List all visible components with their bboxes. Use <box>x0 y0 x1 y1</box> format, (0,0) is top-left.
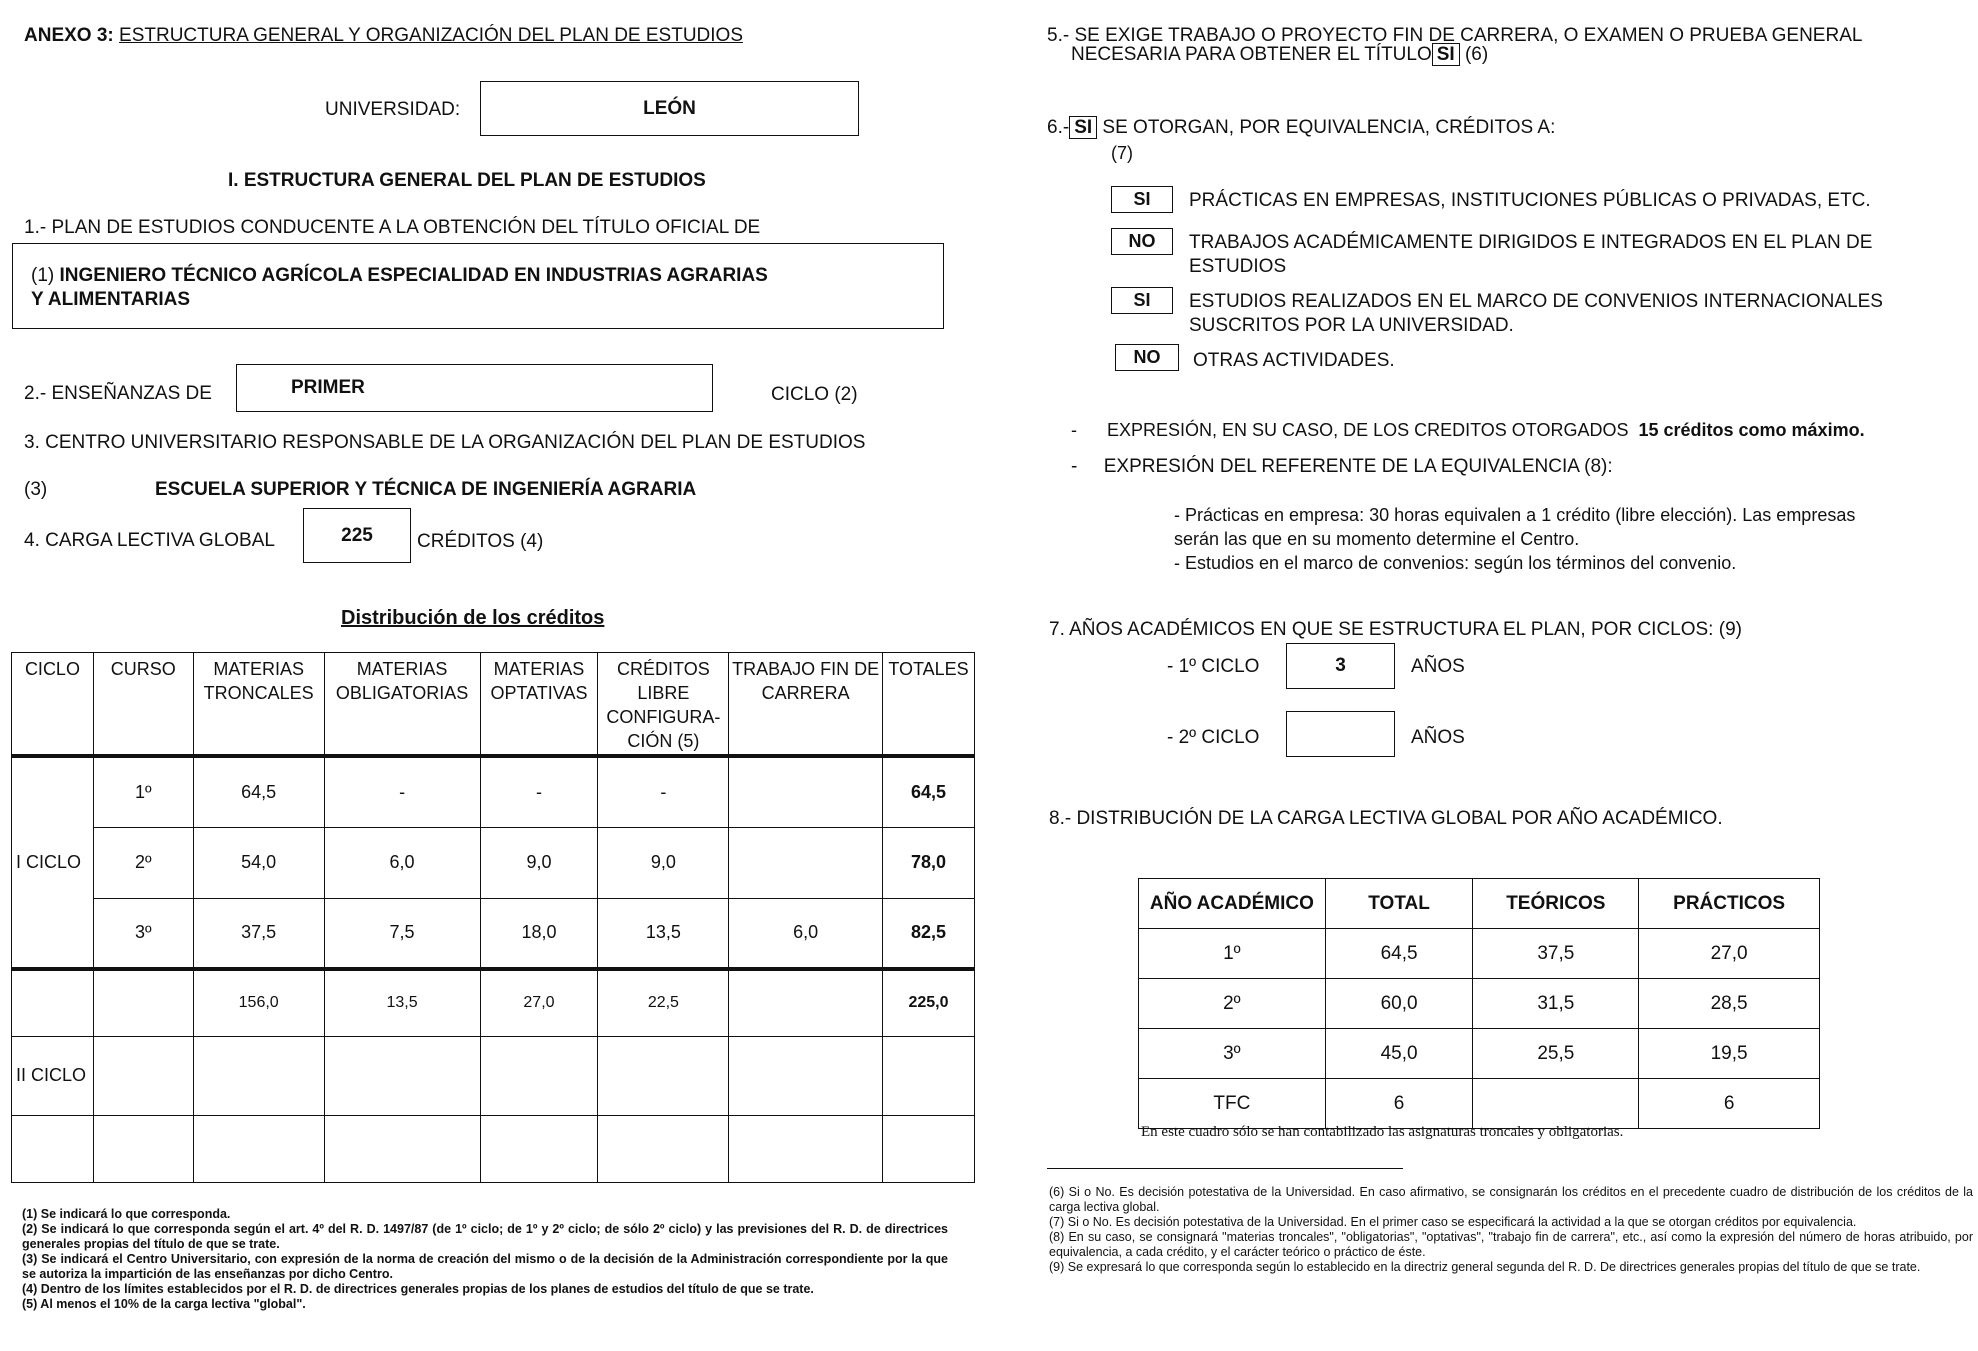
load-cell: 37,5 <box>1473 929 1639 979</box>
option-value: SI <box>1111 287 1173 314</box>
q5-suffix: (6) <box>1464 44 1489 65</box>
dist-cell: 1º <box>93 756 193 827</box>
q2-label: 2.- ENSEÑANZAS DE <box>24 383 212 404</box>
table-row <box>1139 929 1820 979</box>
dist-cycle-2: II CICLO <box>12 1036 94 1115</box>
dist-cell <box>93 969 193 1036</box>
dist-cell: 13,5 <box>598 898 729 969</box>
dist-header: TOTALES <box>883 653 975 757</box>
expr2-line: - Prácticas en empresa: 30 horas equivalen a 1 crédito (libre elección). Las empresas <box>1174 505 1856 525</box>
dist-cell: 7,5 <box>324 898 480 969</box>
dist-cell <box>883 1036 975 1115</box>
q2-field <box>236 364 713 412</box>
dist-cell: - <box>480 756 598 827</box>
footnote: (8) En su caso, se consignará "materias troncales", "obligatorias", "optativas", "trabajo fin de carrera", etc., así como la expresión del número de horas atribuido, por equivalencia, a cada crédito, y el carácter teórico o práctico de éste. <box>1049 1230 1973 1259</box>
dist-cell: 6,0 <box>729 898 883 969</box>
load-header-row <box>1139 879 1820 929</box>
load-cell: 45,0 <box>1325 1029 1473 1079</box>
q4-value: 225 <box>341 524 373 546</box>
dist-cell <box>480 1036 598 1115</box>
dist-cell <box>93 1036 193 1115</box>
dist-cell: 3º <box>93 898 193 969</box>
annex-heading <box>24 25 743 47</box>
q4-field <box>303 508 411 563</box>
q4-label: 4. CARGA LECTIVA GLOBAL <box>24 530 275 551</box>
footnote: (5) Al menos el 10% de la carga lectiva "global". <box>22 1297 306 1311</box>
table-row <box>12 898 975 969</box>
expr1-label: EXPRESIÓN, EN SU CASO, DE LOS CREDITOS OTORGADOS <box>1107 420 1629 440</box>
dist-cell: 9,0 <box>598 827 729 898</box>
dist-cell: - <box>324 756 480 827</box>
footnote: (6) Si o No. Es decisión potestativa de la Universidad. En caso afirmativo, se consignarán los créditos en el precedente cuadro de distribución de los créditos de la carga lectiva global. <box>1049 1185 1973 1214</box>
q2-value: PRIMER <box>291 377 365 398</box>
q4-suffix: CRÉDITOS (4) <box>417 531 544 552</box>
footnote: (9) Se expresará lo que corresponda según lo establecido en la directriz general segunda del R. D. De directrices generales propias del título de que se trate. <box>1049 1260 1921 1274</box>
table-row <box>12 756 975 827</box>
load-header: PRÁCTICOS <box>1639 879 1820 929</box>
q7-c1-value: 3 <box>1335 655 1346 676</box>
q7-c1-field <box>1286 643 1395 689</box>
dist-cell: 64,5 <box>193 756 324 827</box>
dist-cell <box>729 827 883 898</box>
table-row <box>12 1115 975 1182</box>
load-cell: 6 <box>1639 1079 1820 1129</box>
q7-c2-field <box>1286 711 1395 757</box>
expr2: - EXPRESIÓN DEL REFERENTE DE LA EQUIVALENCIA (8): <box>1071 456 1613 477</box>
expr1: - EXPRESIÓN, EN SU CASO, DE LOS CREDITOS OTORGADOS 15 créditos como máximo. <box>1071 420 1865 440</box>
option-value: NO <box>1111 228 1173 255</box>
load-cell: 27,0 <box>1639 929 1820 979</box>
dist-cell: 6,0 <box>324 827 480 898</box>
footnote-divider <box>1047 1168 1403 1169</box>
annex-title: ESTRUCTURA GENERAL Y ORGANIZACIÓN DEL PLAN DE ESTUDIOS <box>119 25 743 46</box>
dist-header: MATERIAS OBLIGATORIAS <box>324 653 480 757</box>
dist-cell: 54,0 <box>193 827 324 898</box>
q7-unit: AÑOS <box>1411 727 1465 748</box>
dist-sum-cell: 225,0 <box>883 969 975 1036</box>
dist-cell <box>12 1115 94 1182</box>
load-cell: 31,5 <box>1473 979 1639 1029</box>
dist-cell <box>883 1115 975 1182</box>
q2-suffix: CICLO (2) <box>771 384 858 405</box>
dist-sum-cell: 13,5 <box>324 969 480 1036</box>
dist-header: CICLO <box>12 653 94 757</box>
q7-unit: AÑOS <box>1411 656 1465 677</box>
q5-line1: 5.- SE EXIGE TRABAJO O PROYECTO FIN DE CARRERA, O EXAMEN O PRUEBA GENERAL <box>1047 25 1863 46</box>
dist-header: MATERIAS TRONCALES <box>193 653 324 757</box>
option-value: SI <box>1111 186 1173 213</box>
q1-value-line1: INGENIERO TÉCNICO AGRÍCOLA ESPECIALIDAD EN INDUSTRIAS AGRARIAS <box>59 265 768 286</box>
expr2-details <box>1174 503 1855 575</box>
q5-value: SI <box>1432 43 1460 66</box>
dist-sum-cell: 22,5 <box>598 969 729 1036</box>
dist-sum-cell: 156,0 <box>193 969 324 1036</box>
credit-distribution-table <box>11 652 975 1183</box>
load-cell: 60,0 <box>1325 979 1473 1029</box>
load-cell <box>1473 1079 1639 1129</box>
table-row <box>12 827 975 898</box>
dist-cell <box>324 1036 480 1115</box>
dist-cell <box>324 1115 480 1182</box>
expr2-line: - Estudios en el marco de convenios: según los términos del convenio. <box>1174 553 1737 573</box>
q7-c2-label: - 2º CICLO <box>1167 727 1260 748</box>
dist-cell <box>729 756 883 827</box>
option-value: NO <box>1115 344 1179 371</box>
load-header: TEÓRICOS <box>1473 879 1639 929</box>
q6-value: SI <box>1069 116 1097 139</box>
section-title: I. ESTRUCTURA GENERAL DEL PLAN DE ESTUDIOS <box>228 170 706 191</box>
option-label: TRABAJOS ACADÉMICAMENTE DIRIGIDOS E INTEGRADOS EN EL PLAN DE ESTUDIOS <box>1189 232 1873 277</box>
footnote: (1) Se indicará lo que corresponda. <box>22 1207 231 1221</box>
table-row <box>12 1036 975 1115</box>
load-note: En este cuadro sólo se han contabilizado las asignaturas troncales y obligatorias. <box>1141 1124 1624 1140</box>
q7-c1-label: - 1º CICLO <box>1167 656 1260 677</box>
q5-line2: NECESARIA PARA OBTENER EL TÍTULO <box>1071 44 1432 65</box>
dist-header: CURSO <box>93 653 193 757</box>
dist-cell <box>598 1036 729 1115</box>
load-cell: 64,5 <box>1325 929 1473 979</box>
dist-cell <box>480 1115 598 1182</box>
right-footnotes <box>1049 1185 1973 1275</box>
dist-cell <box>193 1115 324 1182</box>
table-row <box>1139 979 1820 1029</box>
academic-load-table <box>1138 878 1820 1129</box>
load-cell: 6 <box>1325 1079 1473 1129</box>
dist-title: Distribución de los créditos <box>341 607 605 629</box>
table-row <box>1139 1079 1820 1129</box>
footnote: (4) Dentro de los límites establecidos por el R. D. de directrices generales propias de los planes de estudios del título de que se trate. <box>22 1282 814 1296</box>
load-cell: TFC <box>1139 1079 1326 1129</box>
option-label: PRÁCTICAS EN EMPRESAS, INSTITUCIONES PÚBLICAS O PRIVADAS, ETC. <box>1189 190 1871 211</box>
table-row <box>1139 1029 1820 1079</box>
q7-label: 7. AÑOS ACADÉMICOS EN QUE SE ESTRUCTURA EL PLAN, POR CICLOS: (9) <box>1049 619 1742 640</box>
dist-cell <box>93 1115 193 1182</box>
dist-cell <box>729 969 883 1036</box>
dist-cell <box>12 969 94 1036</box>
load-cell: 2º <box>1139 979 1326 1029</box>
university-label: UNIVERSIDAD: <box>325 99 461 120</box>
left-footnotes <box>22 1207 948 1312</box>
university-value: LEÓN <box>643 97 696 119</box>
option-label: OTRAS ACTIVIDADES. <box>1193 350 1395 371</box>
q3-value: ESCUELA SUPERIOR Y TÉCNICA DE INGENIERÍA AGRARIA <box>155 479 697 500</box>
dist-cycle-1: I CICLO <box>12 756 94 969</box>
q1-field <box>12 243 944 329</box>
footnote: (2) Se indicará lo que corresponda según el art. 4º del R. D. 1497/87 (de 1º ciclo; de 1º y 2º ciclo; de sólo 2º ciclo) y las previsiones del R. D. de directrices generales propias del título de que se trate. <box>22 1222 948 1251</box>
load-cell: 3º <box>1139 1029 1326 1079</box>
dist-cell <box>729 1115 883 1182</box>
q6-prefix: 6.- <box>1047 117 1070 138</box>
dist-cell: 37,5 <box>193 898 324 969</box>
load-header: TOTAL <box>1325 879 1473 929</box>
table-row-sum <box>12 969 975 1036</box>
dist-cell: 78,0 <box>883 827 975 898</box>
footnote: (7) Si o No. Es decisión potestativa de la Universidad. En el primer caso se especificará la actividad a la que se otorgan créditos por equivalencia. <box>1049 1215 1857 1229</box>
dist-header: TRABAJO FIN DE CARRERA <box>729 653 883 757</box>
load-cell: 28,5 <box>1639 979 1820 1029</box>
expr2-label: EXPRESIÓN DEL REFERENTE DE LA EQUIVALENCIA (8): <box>1103 456 1613 477</box>
load-header: AÑO ACADÉMICO <box>1139 879 1326 929</box>
dist-cell: 64,5 <box>883 756 975 827</box>
expr1-value: 15 créditos como máximo. <box>1638 420 1865 440</box>
q6-note: (7) <box>1111 143 1133 163</box>
dist-header: CRÉDITOS LIBRE CONFIGURA-CIÓN (5) <box>598 653 729 757</box>
dist-cell: 2º <box>93 827 193 898</box>
dist-cell: 9,0 <box>480 827 598 898</box>
load-cell: 25,5 <box>1473 1029 1639 1079</box>
q1-prefix: (1) <box>31 265 55 286</box>
expr2-line: serán las que en su momento determine el Centro. <box>1174 529 1580 549</box>
q6-heading <box>1047 117 1555 139</box>
q1-value-line2: Y ALIMENTARIAS <box>31 289 191 310</box>
dist-header-row <box>12 653 975 757</box>
university-field <box>480 81 859 136</box>
dist-cell <box>729 1036 883 1115</box>
option-label: ESTUDIOS REALIZADOS EN EL MARCO DE CONVENIOS INTERNACIONALES SUSCRITOS POR LA UNIVERSIDAD. <box>1189 291 1883 336</box>
dist-cell <box>598 1115 729 1182</box>
dist-cell: - <box>598 756 729 827</box>
annex-label: ANEXO 3: <box>24 25 114 46</box>
q1-label: 1.- PLAN DE ESTUDIOS CONDUCENTE A LA OBTENCIÓN DEL TÍTULO OFICIAL DE <box>24 217 761 238</box>
dist-cell: 82,5 <box>883 898 975 969</box>
q3-label: 3. CENTRO UNIVERSITARIO RESPONSABLE DE LA ORGANIZACIÓN DEL PLAN DE ESTUDIOS <box>24 432 866 453</box>
footnote: (3) Se indicará el Centro Universitario, con expresión de la norma de creación del mismo o de la decisión de la Administración correspondiente por la que se autoriza la impartición de las enseñanzas por dicho Centro. <box>22 1252 948 1281</box>
q6-label: SE OTORGAN, POR EQUIVALENCIA, CRÉDITOS A: <box>1102 117 1556 138</box>
q8-label: 8.- DISTRIBUCIÓN DE LA CARGA LECTIVA GLOBAL POR AÑO ACADÉMICO. <box>1049 808 1723 829</box>
dist-header: MATERIAS OPTATIVAS <box>480 653 598 757</box>
load-cell: 1º <box>1139 929 1326 979</box>
q5-line2-wrap <box>1071 44 1488 66</box>
q3-prefix: (3) <box>24 479 48 500</box>
dist-sum-cell: 27,0 <box>480 969 598 1036</box>
dist-cell: 18,0 <box>480 898 598 969</box>
dist-cell <box>193 1036 324 1115</box>
load-cell: 19,5 <box>1639 1029 1820 1079</box>
